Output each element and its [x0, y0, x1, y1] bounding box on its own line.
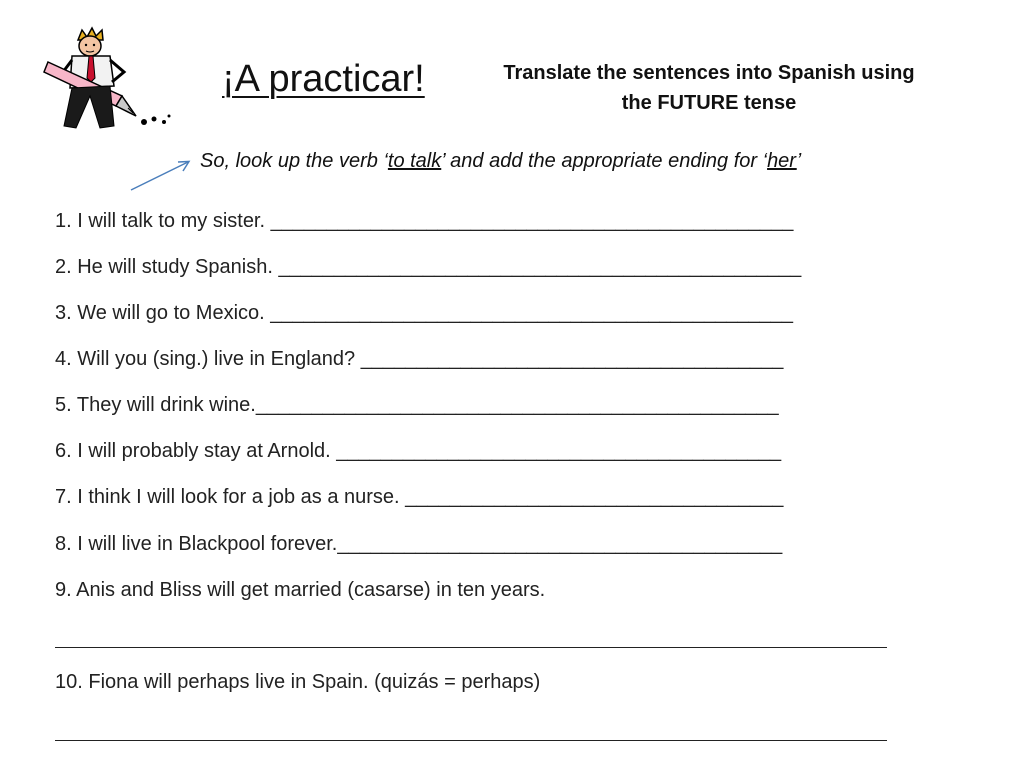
question-6: 6. I will probably stay at Arnold. ________________________________________	[55, 440, 782, 462]
question-10: 10. Fiona will perhaps live in Spain. (quizás = perhaps)	[55, 671, 541, 693]
answer-line-10	[55, 740, 887, 741]
hint-verb: to talk	[387, 150, 442, 172]
instructions-line-1: Translate the sentences into Spanish using	[503, 62, 915, 84]
hint-pronoun: her	[767, 150, 797, 172]
hint-prefix: So, look up the verb ‘	[200, 150, 388, 172]
question-8: 8. I will live in Blackpool forever.________________________________________	[55, 533, 783, 555]
question-2: 2. He will study Spanish. _______________________________________________	[55, 256, 802, 278]
hint-suffix: ’	[796, 150, 802, 172]
question-7: 7. I think I will look for a job as a nurse. __________________________________	[55, 486, 784, 508]
hint-text	[200, 150, 801, 173]
instructions-line-2: the FUTURE tense	[621, 92, 797, 114]
instructions	[478, 58, 940, 118]
hint-middle: ’ and add the appropriate ending for ‘	[441, 150, 768, 172]
man-with-giant-pen-icon	[40, 26, 175, 131]
question-5: 5. They will drink wine._______________________________________________	[55, 394, 779, 416]
page-title: ¡A practicar!	[222, 58, 425, 100]
question-3: 3. We will go to Mexico. _______________________________________________	[55, 302, 794, 324]
question-9: 9. Anis and Bliss will get married (casarse) in ten years.	[55, 579, 546, 601]
answer-line-9	[55, 647, 887, 648]
question-1: 1. I will talk to my sister. _______________________________________________	[55, 210, 794, 232]
arrow-icon	[128, 154, 194, 194]
question-4: 4. Will you (sing.) live in England? ______________________________________	[55, 348, 784, 370]
